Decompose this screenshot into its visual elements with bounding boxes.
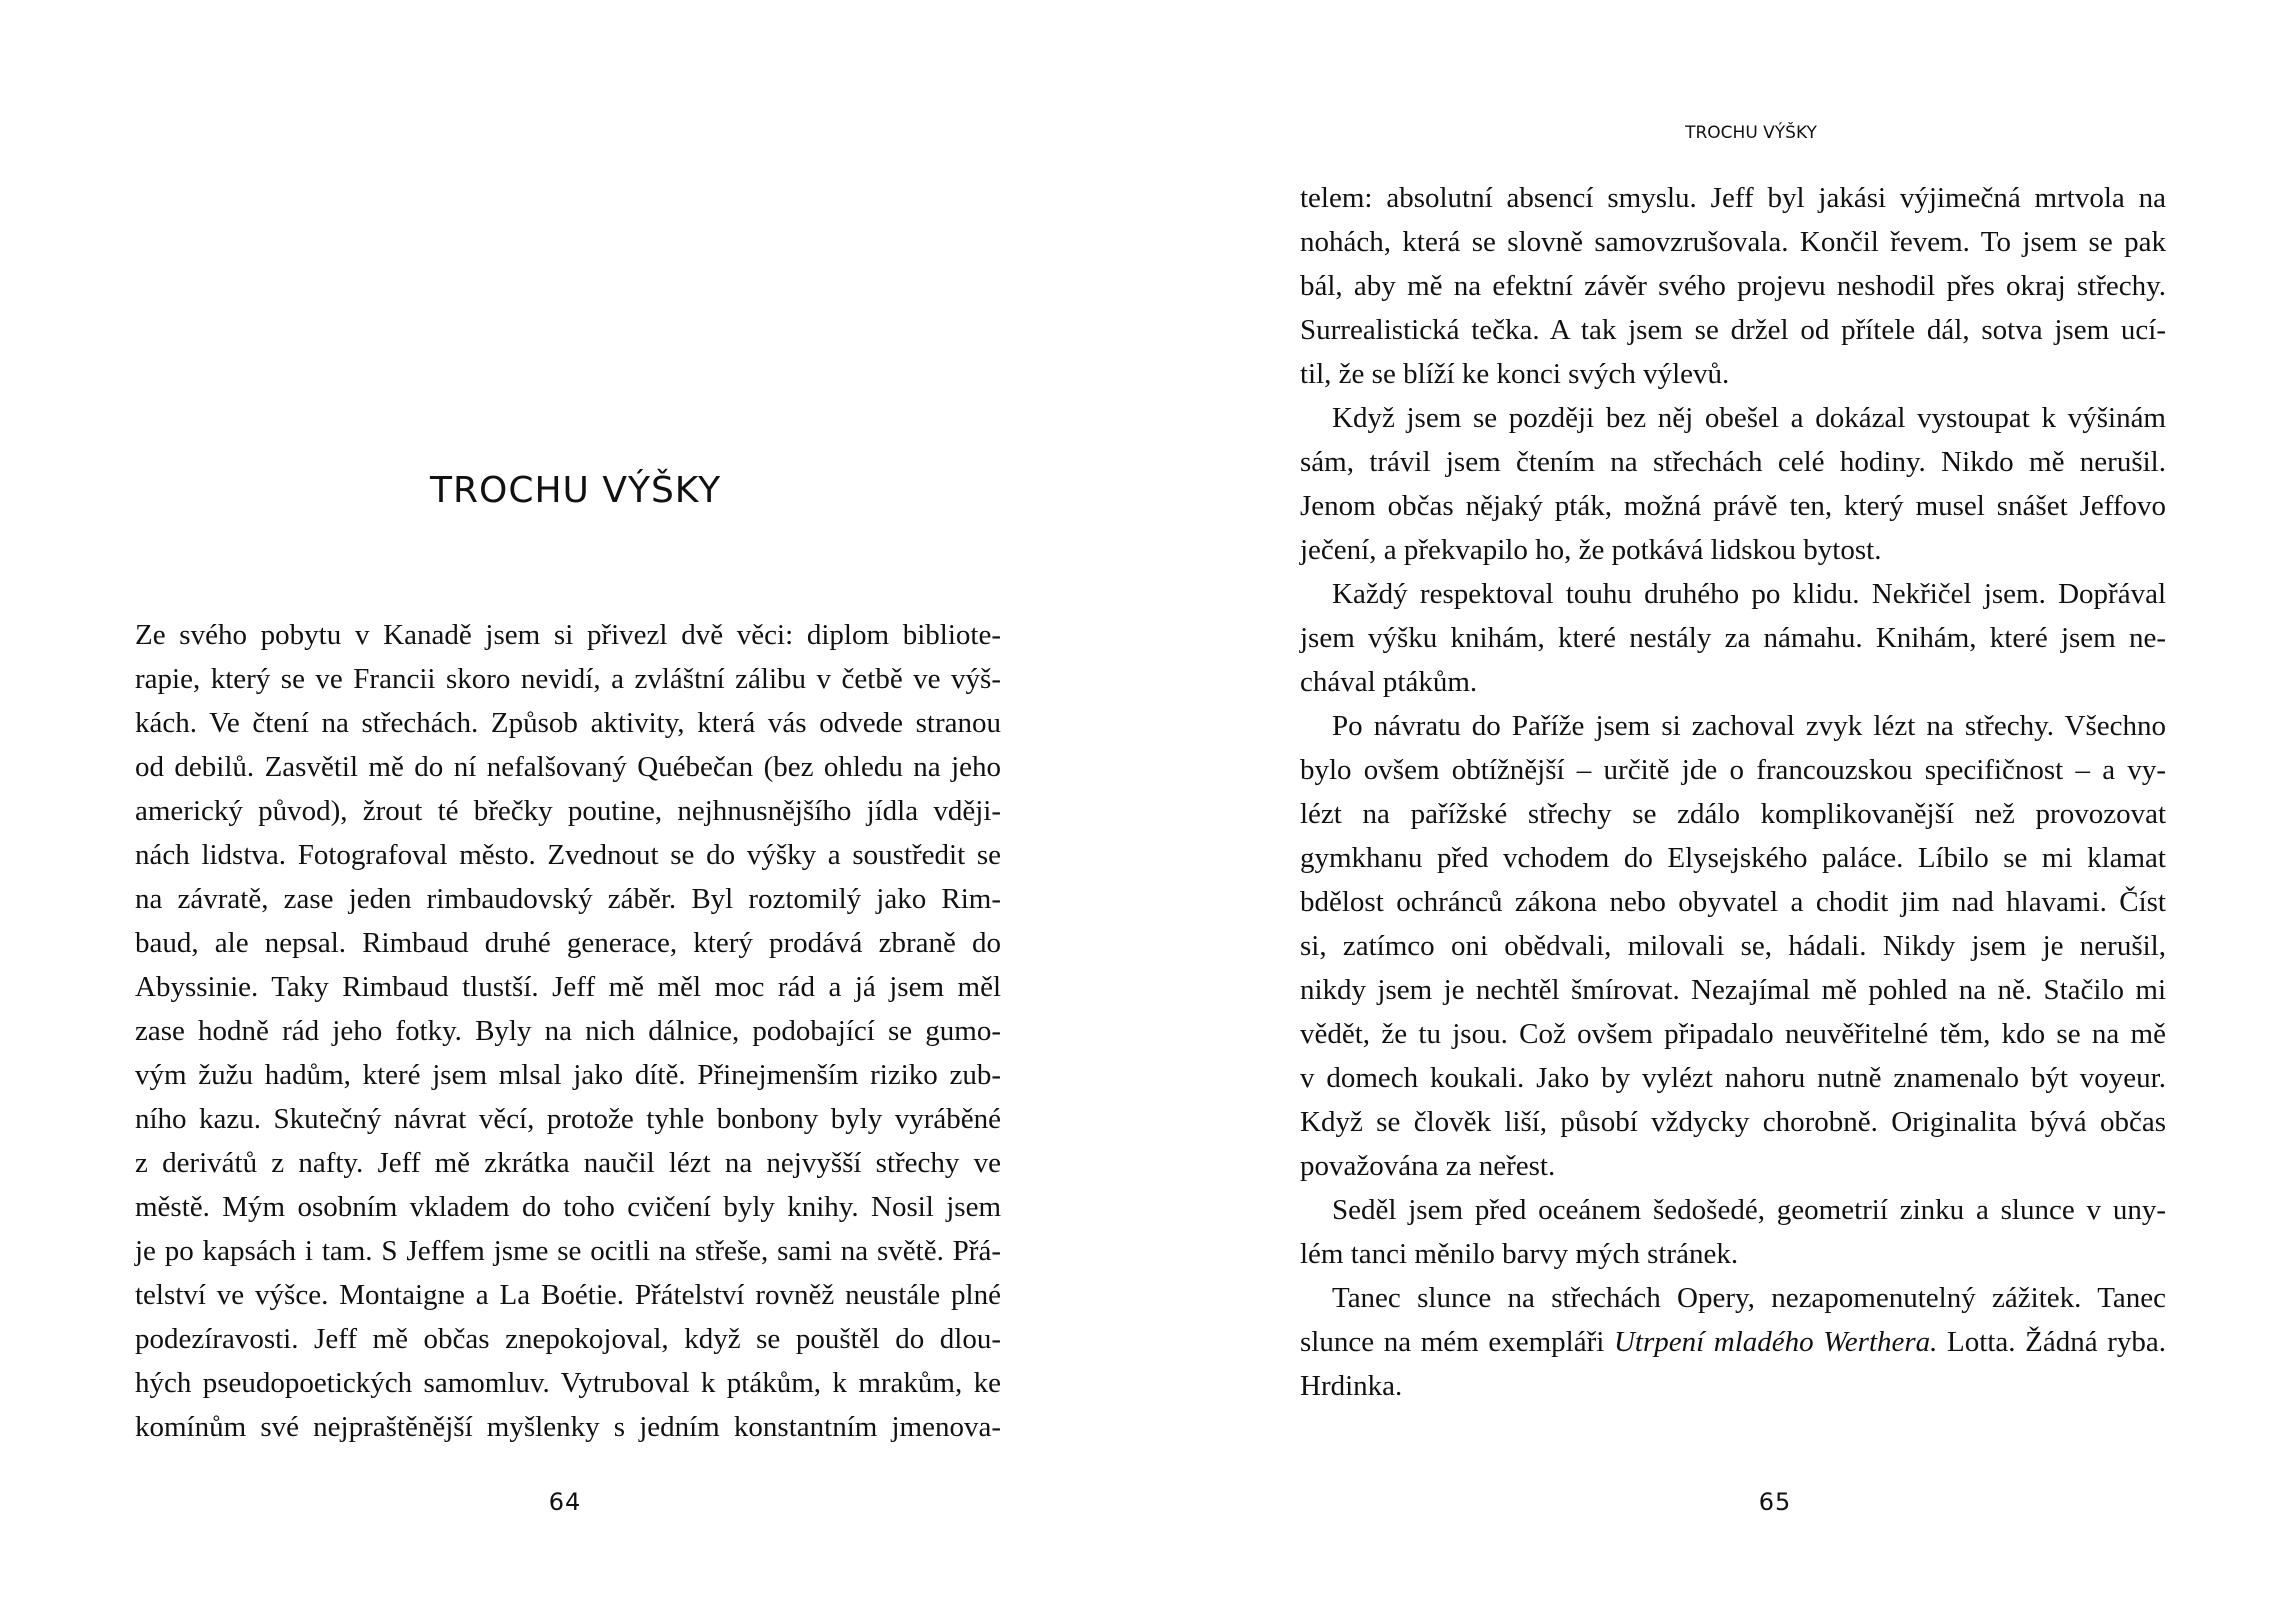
text-line: Když jsem se později bez něj obešel a dokázal vystoupat k výšinám bbox=[1332, 402, 2166, 434]
text-line: je po kapsách i tam. S Jeffem jsme se ocitli na střeše, sami na světě. Přá- bbox=[135, 1235, 1001, 1267]
text-line: gymkhanu před vchodem do Elysejského paláce. Líbilo se mi klamat bbox=[1300, 842, 2166, 874]
text-segment: slunce na mém exempláři bbox=[1300, 1326, 1614, 1358]
text-line: telem: absolutní absencí smyslu. Jeff byl jakási výjimečná mrtvola na bbox=[1300, 182, 2166, 214]
text-line: od debilů. Zasvětil mě do ní nefalšovaný Québečan (bez ohledu na jeho bbox=[135, 751, 1001, 783]
text-line: nikdy jsem je nechtěl šmírovat. Nezajímal mě pohled na ně. Stačilo mi bbox=[1300, 974, 2166, 1006]
text-line: bál, aby mě na efektní závěr svého projevu neshodil přes okraj střechy. bbox=[1300, 270, 2166, 302]
text-line: považována za neřest. bbox=[1300, 1150, 1556, 1182]
text-line: nohách, která se slovně samovzrušovala. Končil řevem. To jsem se pak bbox=[1300, 226, 2166, 258]
text-line: Když se člověk liší, působí vždycky chorobně. Originalita bývá občas bbox=[1300, 1106, 2166, 1138]
text-line: si, zatímco oni obědvali, milovali se, hádali. Nikdy jsem je nerušil, bbox=[1300, 930, 2166, 962]
text-line: chával ptákům. bbox=[1300, 666, 1478, 698]
text-line: Hrdinka. bbox=[1300, 1370, 1403, 1402]
text-line: podezíravosti. Jeff mě občas znepokojoval, když se pouštěl do dlou- bbox=[135, 1323, 1001, 1355]
text-line: z derivátů z nafty. Jeff mě zkrátka naučil lézt na nejvyšší střechy ve bbox=[135, 1147, 1001, 1179]
book-title-italic: Utrpení mladého Werthera. bbox=[1613, 1326, 1938, 1358]
text-line: Seděl jsem před oceánem šedošedé, geometrií zinku a slunce v uny- bbox=[1332, 1194, 2166, 1226]
text-line: Surrealistická tečka. A tak jsem se držel od přítele dál, sotva jsem ucí- bbox=[1300, 314, 2166, 346]
text-line: nách lidstva. Fotografoval město. Zvednout se do výšky a soustředit se bbox=[135, 839, 1001, 871]
text-line: zase hodně rád jeho fotky. Byly na nich dálnice, podobající se gumo- bbox=[135, 1015, 1001, 1047]
text-line: lém tanci měnilo barvy mých stránek. bbox=[1300, 1238, 1739, 1270]
text-line: městě. Mým osobním vkladem do toho cvičení byly knihy. Nosil jsem bbox=[135, 1191, 1001, 1223]
text-line: komínům své nejpraštěnější myšlenky s jedním konstantním jmenova- bbox=[135, 1411, 1001, 1443]
text-segment: Lotta. Žádná ryba. bbox=[1937, 1326, 2167, 1358]
text-line: telství ve výšce. Montaigne a La Boétie. Přátelství rovněž neustále plné bbox=[135, 1279, 1001, 1311]
page-number: 65 bbox=[1758, 1488, 1792, 1516]
text-line: na závratě, zase jeden rimbaudovský záběr. Byl roztomilý jako Rim- bbox=[135, 883, 1001, 915]
text-line: jsem výšku knihám, které nestály za námahu. Knihám, které jsem ne- bbox=[1300, 622, 2166, 654]
text-line: americký původ), žrout té břečky poutine, nejhnusnějšího jídla vději- bbox=[135, 795, 1001, 827]
left-body-text bbox=[135, 613, 1001, 1449]
text-line: rapie, který se ve Francii skoro nevidí, a zvláštní zálibu v četbě ve výš- bbox=[135, 663, 1001, 695]
right-page bbox=[1142, 0, 2284, 1615]
chapter-title: TROCHU VÝŠKY bbox=[430, 470, 722, 511]
running-head: TROCHU VÝŠKY bbox=[1685, 123, 1817, 143]
text-line: vým žužu hadům, které jsem mlsal jako dítě. Přinejmenším riziko zub- bbox=[135, 1059, 1001, 1091]
text-line: baud, ale nepsal. Rimbaud druhé generace, který prodává zbraně do bbox=[135, 927, 1001, 959]
text-line: Po návratu do Paříže jsem si zachoval zvyk lézt na střechy. Všechno bbox=[1332, 710, 2166, 742]
text-line: vědět, že tu jsou. Což ovšem připadalo neuvěřitelné těm, kdo se na mě bbox=[1300, 1018, 2166, 1050]
text-line: ního kazu. Skutečný návrat věcí, protože tyhle bonbony byly vyráběné bbox=[135, 1103, 1001, 1135]
text-line: v domech koukali. Jako by vylézt nahoru nutně znamenalo být voyeur. bbox=[1300, 1062, 2166, 1094]
text-line-with-title bbox=[1300, 1320, 2166, 1364]
page-number: 64 bbox=[548, 1488, 582, 1516]
text-line: Každý respektoval touhu druhého po klidu. Nekřičel jsem. Dopřával bbox=[1332, 578, 2166, 610]
text-line: lézt na pařížské střechy se zdálo komplikovanější než provozovat bbox=[1300, 798, 2166, 830]
text-line: bdělost ochránců zákona nebo obyvatel a chodit jim nad hlavami. Číst bbox=[1300, 886, 2166, 918]
text-line: Ze svého pobytu v Kanadě jsem si přivezl dvě věci: diplom bibliote- bbox=[135, 619, 1001, 651]
text-line: kách. Ve čtení na střechách. Způsob aktivity, která vás odvede stranou bbox=[135, 707, 1001, 739]
right-body-text bbox=[1300, 176, 2166, 1408]
text-line: til, že se blíží ke konci svých výlevů. bbox=[1300, 358, 1730, 390]
text-line: Abyssinie. Taky Rimbaud tlustší. Jeff mě měl moc rád a já jsem měl bbox=[135, 971, 1001, 1003]
text-line: Tanec slunce na střechách Opery, nezapomenutelný zážitek. Tanec bbox=[1332, 1282, 2166, 1314]
text-line: Jenom občas nějaký pták, možná právě ten, který musel snášet Jeffovo bbox=[1300, 490, 2166, 522]
text-line: ječení, a překvapilo ho, že potkává lidskou bytost. bbox=[1300, 534, 1882, 566]
text-line: bylo ovšem obtížnější – určitě jde o francouzskou specifičnost – a vy- bbox=[1300, 754, 2166, 786]
text-line: sám, trávil jsem čtením na střechách celé hodiny. Nikdo mě nerušil. bbox=[1300, 446, 2166, 478]
text-line: hých pseudopoetických samomluv. Vytruboval k ptákům, k mrakům, ke bbox=[135, 1367, 1001, 1399]
